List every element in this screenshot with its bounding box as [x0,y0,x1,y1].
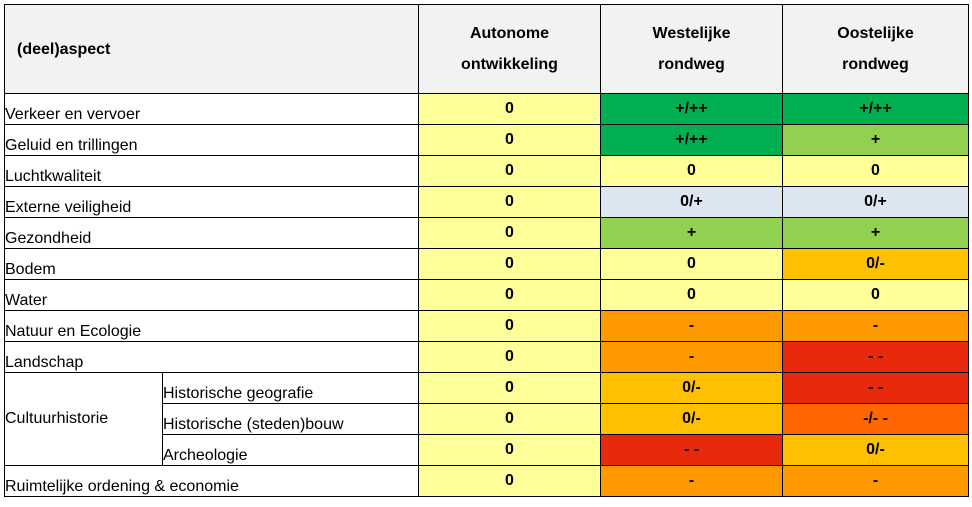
score-westelijke: - [601,311,783,342]
score-westelijke: - [601,466,783,497]
table-row [5,125,969,156]
score-oostelijke: - - [783,373,969,404]
score-westelijke: 0/- [601,373,783,404]
group-label-cultuurhistorie: Cultuurhistorie [5,373,163,466]
score-autonome: 0 [419,156,601,187]
score-oostelijke: + [783,125,969,156]
sub-aspect-label: Archeologie [163,435,419,466]
score-westelijke: - - [601,435,783,466]
aspect-label: Luchtkwaliteit [5,156,419,187]
score-westelijke: + [601,218,783,249]
header-west-line1: Westelijke [652,25,731,42]
table-row [5,280,969,311]
score-autonome: 0 [419,218,601,249]
table-row [5,94,969,125]
assessment-table [4,4,969,497]
score-autonome: 0 [419,187,601,218]
score-autonome: 0 [419,280,601,311]
score-westelijke: 0/- [601,404,783,435]
header-autonome-ontwikkeling [419,5,601,94]
score-westelijke: 0 [601,156,783,187]
score-autonome: 0 [419,249,601,280]
score-westelijke: 0 [601,280,783,311]
score-oostelijke: 0/- [783,435,969,466]
score-oostelijke: - [783,311,969,342]
score-autonome: 0 [419,94,601,125]
table-row [5,218,969,249]
header-oost-line1: Oostelijke [837,25,914,42]
score-autonome: 0 [419,373,601,404]
score-westelijke: - [601,342,783,373]
score-oostelijke: - - [783,342,969,373]
sub-aspect-label: Historische geografie [163,373,419,404]
header-autonome-line2: ontwikkeling [461,56,558,73]
aspect-label: Geluid en trillingen [5,125,419,156]
table-row [5,373,969,404]
score-oostelijke: 0/- [783,249,969,280]
score-westelijke: 0/+ [601,187,783,218]
score-oostelijke: 0 [783,280,969,311]
aspect-label: Natuur en Ecologie [5,311,419,342]
aspect-label: Verkeer en vervoer [5,94,419,125]
score-westelijke: +/++ [601,94,783,125]
header-oostelijke-rondweg [783,5,969,94]
header-aspect: (deel)aspect [5,5,419,94]
table-row [5,311,969,342]
aspect-label: Ruimtelijke ordening & economie [5,466,419,497]
header-row [5,5,969,94]
table-row [5,466,969,497]
header-oost-line2: rondweg [842,56,909,73]
table-row [5,342,969,373]
header-westelijke-rondweg [601,5,783,94]
table-row [5,156,969,187]
sub-aspect-label: Historische (steden)bouw [163,404,419,435]
aspect-label: Landschap [5,342,419,373]
table-row [5,187,969,218]
score-autonome: 0 [419,342,601,373]
header-west-line2: rondweg [658,56,725,73]
score-oostelijke: +/++ [783,94,969,125]
score-autonome: 0 [419,435,601,466]
table-row [5,249,969,280]
score-oostelijke: -/- - [783,404,969,435]
aspect-label: Water [5,280,419,311]
aspect-label: Gezondheid [5,218,419,249]
aspect-label: Externe veiligheid [5,187,419,218]
score-oostelijke: - [783,466,969,497]
score-autonome: 0 [419,311,601,342]
score-autonome: 0 [419,125,601,156]
header-autonome-line1: Autonome [469,25,550,42]
score-autonome: 0 [419,466,601,497]
aspect-label: Bodem [5,249,419,280]
score-westelijke: +/++ [601,125,783,156]
score-oostelijke: + [783,218,969,249]
score-autonome: 0 [419,404,601,435]
score-oostelijke: 0/+ [783,187,969,218]
score-oostelijke: 0 [783,156,969,187]
score-westelijke: 0 [601,249,783,280]
